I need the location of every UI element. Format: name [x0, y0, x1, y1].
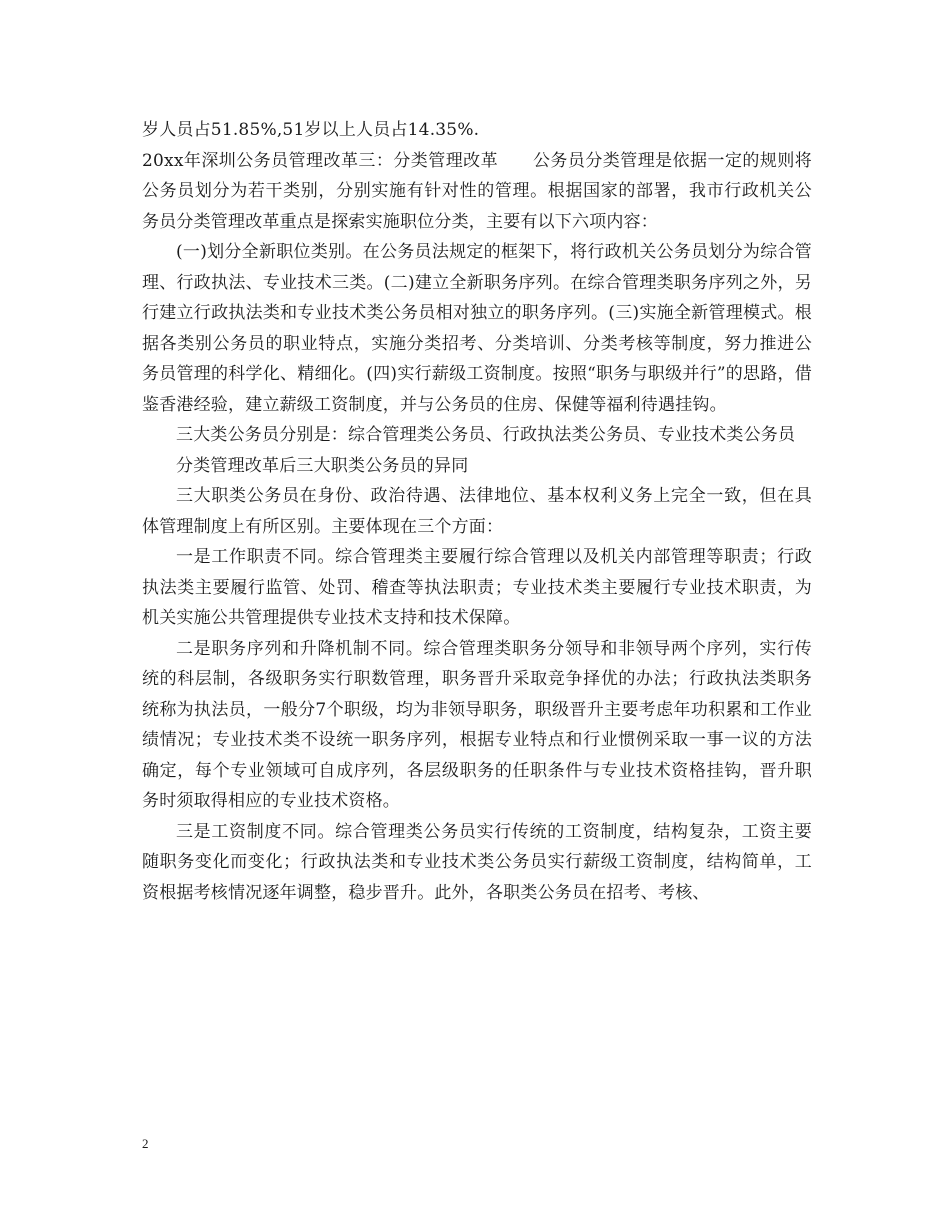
- paragraph-age-stats: 岁人员占51.85%,51岁以上人员占14.35%.: [142, 120, 480, 140]
- page-number: 2: [142, 1136, 149, 1151]
- paragraph-duties: 一是工作职责不同。综合管理类主要履行综合管理以及机关内部管理等职责；行政执法类主要履行监管、处罚、稽查等执法职责；专业技术类主要履行专业技术职责，为机关实施公共管理提供专业技术支持和技术保障。: [142, 547, 812, 628]
- paragraph-section-heading: 分类管理改革后三大职类公务员的异同: [176, 455, 469, 476]
- paragraph-similarities: 三大职类公务员在身份、政治待遇、法律地位、基本权利义务上完全一致，但在具体管理制度上有所区别。主要体现在三个方面：: [142, 486, 812, 537]
- paragraph-promotion: 二是职务序列和升降机制不同。综合管理类职务分领导和非领导两个序列，实行传统的科层制，各级职务实行职数管理，职务晋升采取竞争择优的办法；行政执法类职务统称为执法员，一般分7个职级，均为非领导职务，职级晋升主要考虑年功积累和工作业绩情况；专业技术类不设统一职务序列，根据专业特点和行业惯例采取一事一议的方法确定，每个专业领域可自成序列，各层级职务的任职条件与专业技术资格挂钩，晋升职务时须取得相应的专业技术资格。: [142, 638, 812, 811]
- paragraph-three-categories: 三大类公务员分别是：综合管理类公务员、行政执法类公务员、专业技术类公务员: [176, 425, 796, 445]
- paragraph-salary: 三是工资制度不同。综合管理类公务员实行传统的工资制度，结构复杂，工资主要随职务变化而变化；行政执法类和专业技术类公务员实行薪级工资制度，结构简单，工资根据考核情况逐年调整，稳步晋升。此外，各职类公务员在招考、考核、: [142, 821, 812, 903]
- paragraph-reform-items: (一)划分全新职位类别。在公务员法规定的框架下，将行政机关公务员划分为综合管理、行政执法、专业技术三类。(二)建立全新职务序列。在综合管理类职务序列之外，另行建立行政执法类和专业技术类公务员相对独立的职务序列。(三)实施全新管理模式。根据各类别公务员的职业特点，实施分类招考、分类培训、分类考核等制度，努力推进公务员管理的科学化、精细化。(四)实行薪级工资制度。按照“职务与职级并行”的思路，借鉴香港经验，建立薪级工资制度，并与公务员的住房、保健等福利待遇挂钩。: [142, 242, 812, 415]
- document-body: [142, 115, 812, 908]
- paragraph-reform-intro: 20xx年深圳公务员管理改革三：分类管理改革 公务员分类管理是依据一定的规则将公务员划分为若干类别，分别实施有针对性的管理。根据国家的部署，我市行政机关公务员分类管理改革重点是探索实施职位分类，主要有以下六项内容：: [142, 150, 812, 232]
